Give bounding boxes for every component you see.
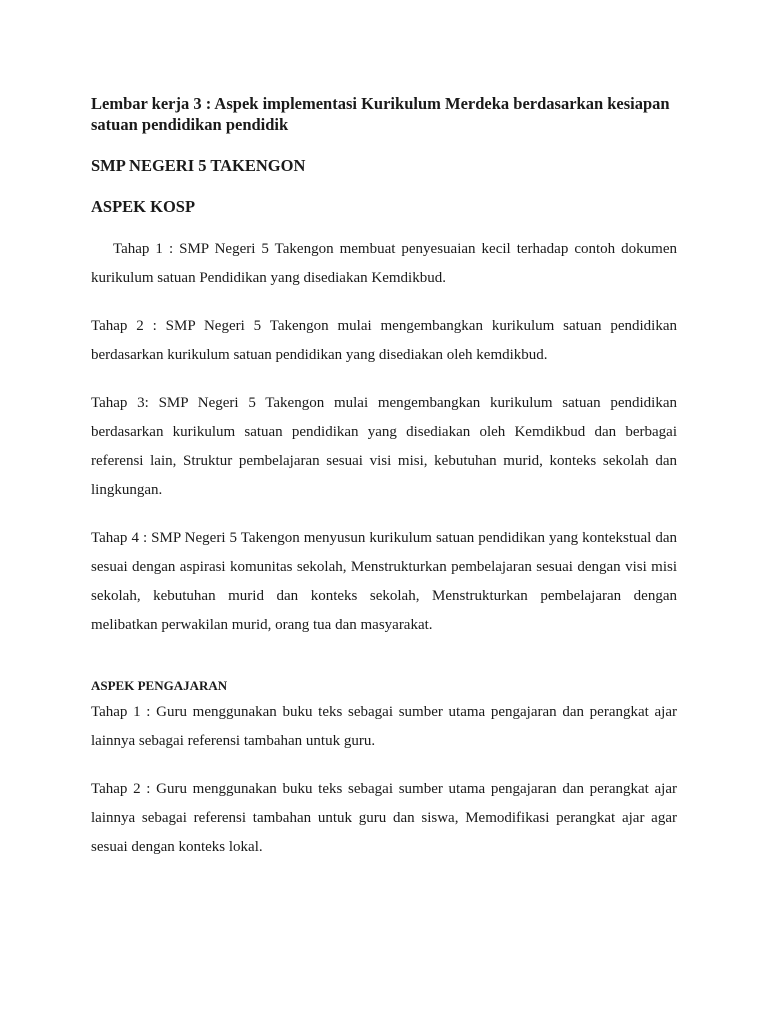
kosp-paragraph-2: Tahap 2 : SMP Negeri 5 Takengon mulai mengembangkan kurikulum satuan pendidikan berdasarkan kurikulum satuan pendidikan yang disediakan oleh kemdikbud.	[91, 318, 677, 363]
section-heading-pengajaran: ASPEK PENGAJARAN	[91, 678, 228, 693]
pengajaran-paragraph-1: Tahap 1 : Guru menggunakan buku teks sebagai sumber utama pengajaran dan perangkat ajar lainnya sebagai referensi tambahan untuk guru.	[91, 704, 677, 749]
kosp-paragraph-4: Tahap 4 : SMP Negeri 5 Takengon menyusun kurikulum satuan pendidikan yang kontekstual dan sesuai dengan aspirasi komunitas sekolah, Menstrukturkan pembelajaran sesuai dengan visi misi sekolah, kebutuhan murid dan konteks sekolah, Menstrukturkan pembelajaran dengan melibatkan perwakilan murid, orang tua dan masyarakat.	[91, 530, 677, 633]
document-title: Lembar kerja 3 : Aspek implementasi Kurikulum Merdeka berdasarkan kesiapan satuan pendidikan pendidik	[91, 94, 670, 134]
document-page	[91, 93, 677, 862]
kosp-paragraph-3: Tahap 3: SMP Negeri 5 Takengon mulai mengembangkan kurikulum satuan pendidikan berdasarkan kurikulum satuan pendidikan yang disediakan oleh Kemdikbud dan berbagai referensi lain, Struktur pembelajaran sesuai visi misi, kebutuhan murid, konteks sekolah dan lingkungan.	[91, 395, 677, 498]
pengajaran-paragraph-2: Tahap 2 : Guru menggunakan buku teks sebagai sumber utama pengajaran dan perangkat ajar lainnya sebagai referensi tambahan untuk guru dan siswa, Memodifikasi perangkat ajar agar sesuai dengan konteks lokal.	[91, 781, 677, 855]
section-heading-kosp: ASPEK KOSP	[91, 197, 196, 216]
kosp-paragraph-1: Tahap 1 : SMP Negeri 5 Takengon membuat penyesuaian kecil terhadap contoh dokumen kurikulum satuan Pendidikan yang disediakan Kemdikbud.	[91, 241, 677, 286]
school-name: SMP NEGERI 5 TAKENGON	[91, 156, 306, 175]
